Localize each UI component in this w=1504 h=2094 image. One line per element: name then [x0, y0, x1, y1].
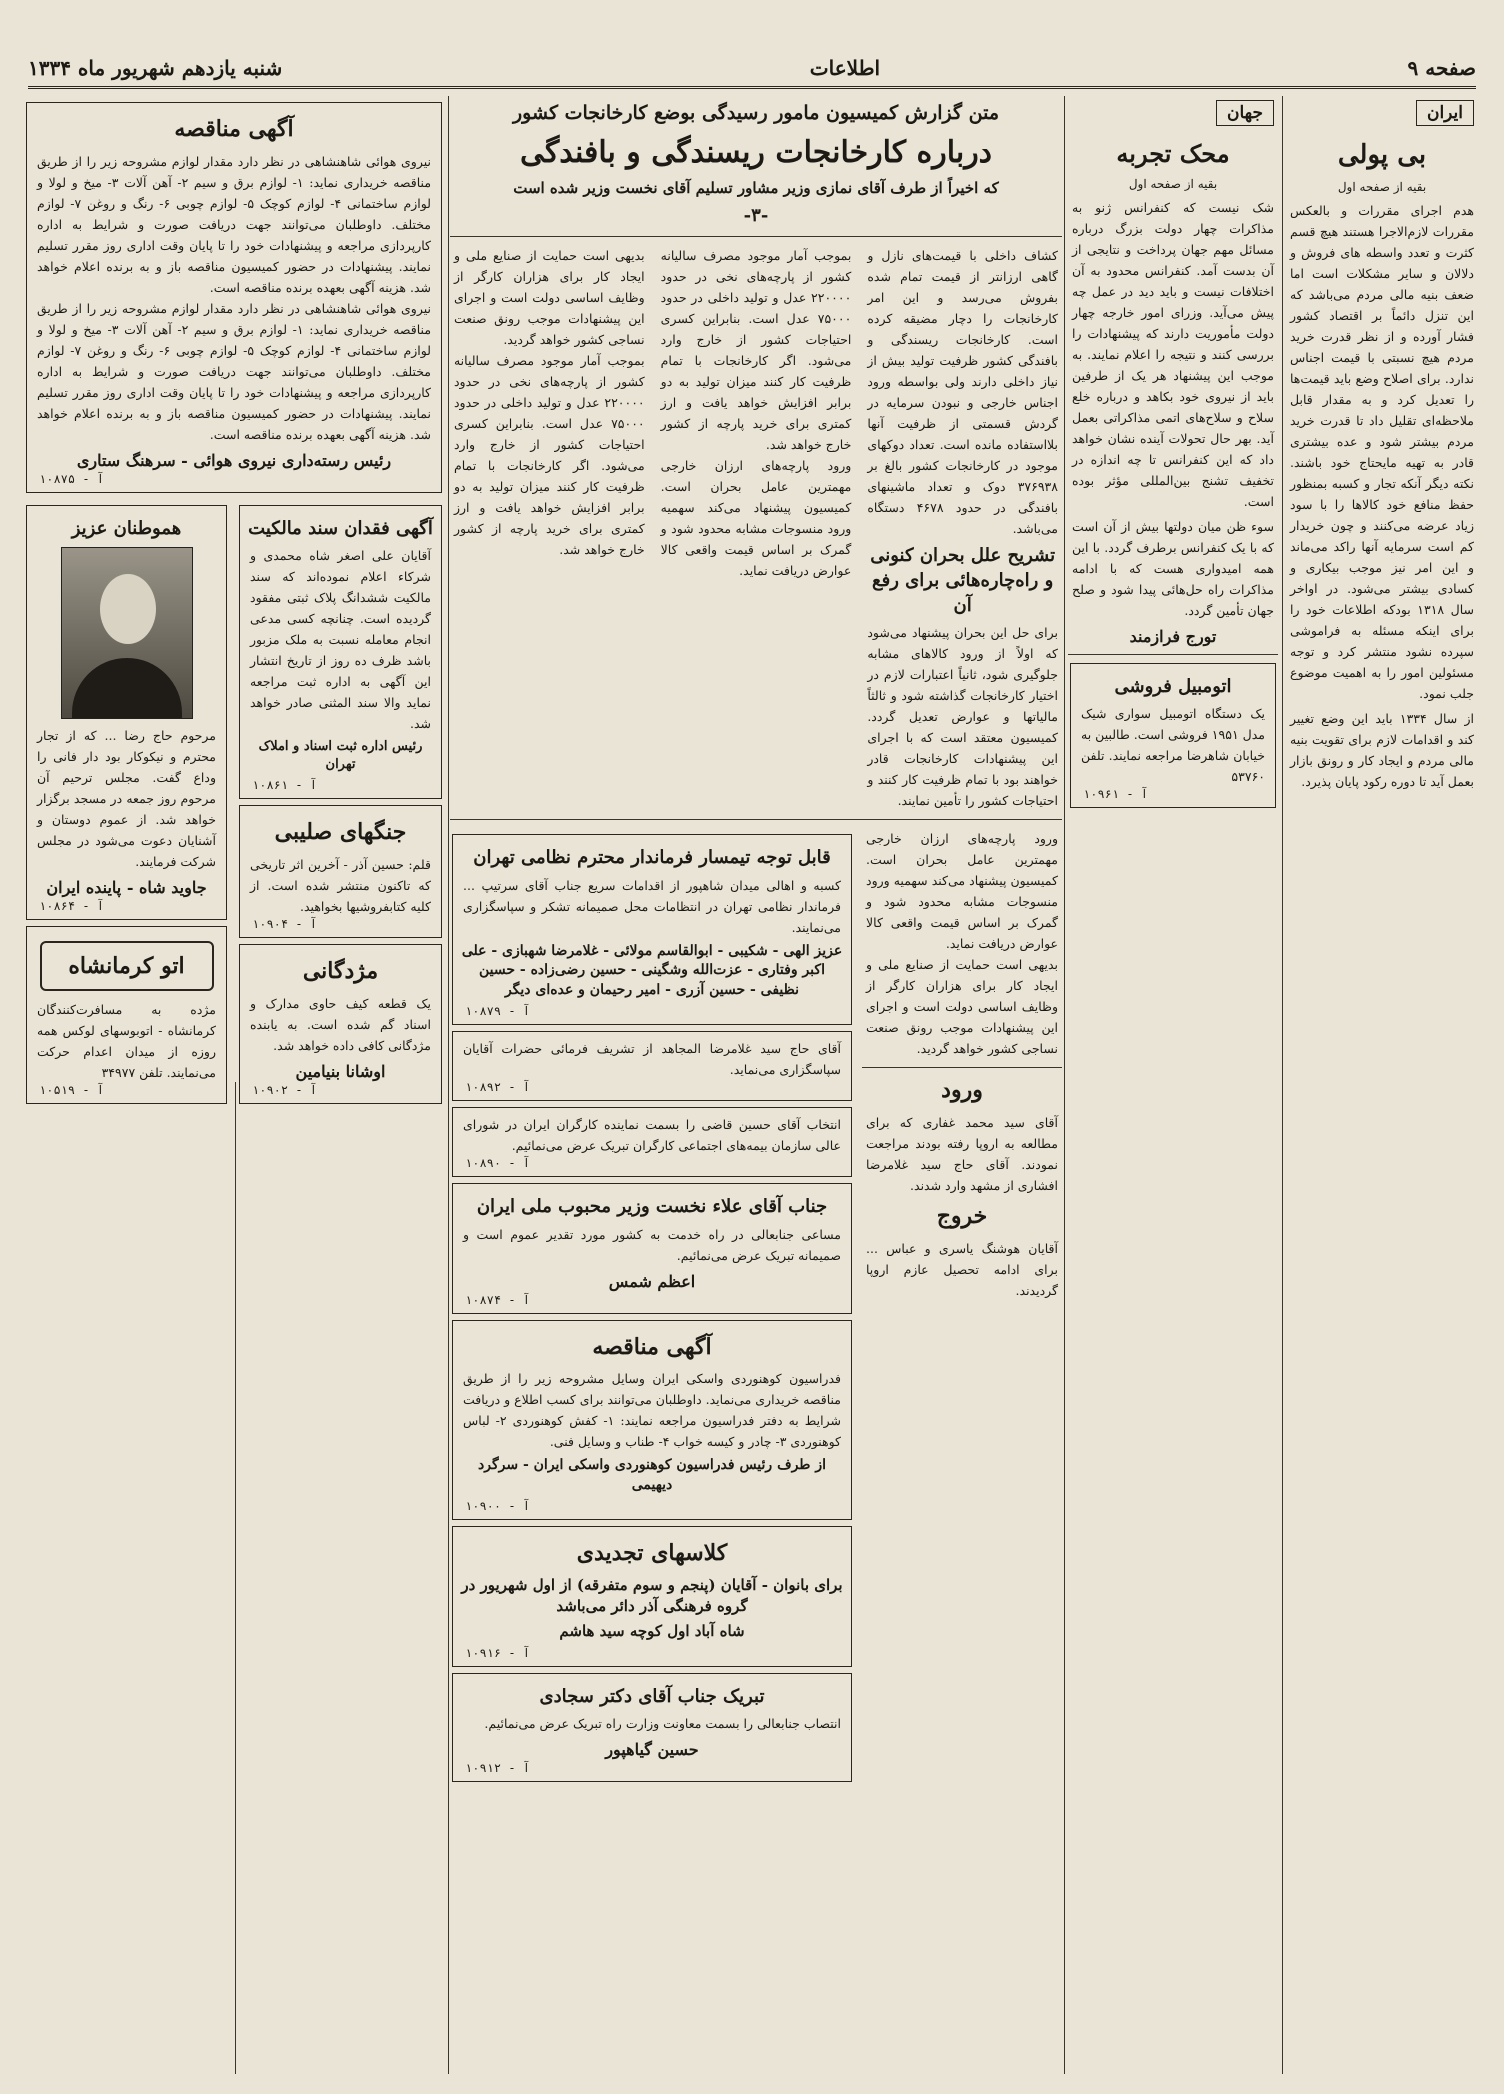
paragraph: کشاف داخلی با قیمت‌های نازل و گاهی ارزانتر از قیمت تمام شده بفروش می‌رسد و این امر کارخانجات را دچار مضیقه کرده است. کارخانجات ریسندگی و بافندگی کشور ظرفیت تولید بیش از نیاز داخلی دارند ولی بواسطه ورود اجناس خارجی و نبودن سرمایه در گردش قسمتی از ظرفیت آنها بلااستفاده مانده است. تعداد دوکهای موجود در کارخانجات کشور بالغ بر ۳۷۶۹۳۸ دوک و تعداد ماشینهای بافندگی در حدود ۴۶۷۸ دستگاه می‌باشد. [867, 247, 1058, 536]
paragraph: هدم اجرای مقررات و بالعکس مقررات لازم‌الاجرا هستند هیچ قسم کثرت و تعدد واسطه های فروش و دلالان و سایر مشکلات است اما ضعف بنیه مالی مردم می‌باشد که این تنزل دائماً بر اقتصاد کشور فشار آورده و از نظر قدرت خرید مردم هیچ نسبتی با قیمت اجناس ندارد. برای اصلاح وضع باید قیمت‌ها را تعدیل کرد و به مقدار قابل ملاحظه‌ای تقلیل داد تا قدرت خرید مردم بیشتر شود و عده بیشتری قادر به تهیه مایحتاج خود باشند. نکته دیگر آنکه تجار و کسبه بمنظور حفظ منافع خود کالاها را با سود زیاد عرضه می‌کنند و چون خریدار کم است سرمایه آنها راکد می‌ماند و این امر نیز موجب بیکاری و کسادی بیشتر می‌شود. در اواخر سال ۱۳۱۸ بودکه اطلاعات خود را برای اینکه مسئله به فراموشی سپرده نشود منتشر کرد و توجه مسئولین امور را به اهمیت موضوع جلب نمود. [1290, 202, 1474, 701]
ad-bus-company [26, 926, 227, 1104]
subhead: که اخیراً از طرف آقای نمازی وزیر مشاور تسلیم آقای نخست وزیر شده است [513, 178, 999, 197]
ad-ref: آ - ۱۰۹۱۲ [465, 1761, 531, 1776]
byline: تورج فرازمند [1129, 627, 1217, 647]
ad-title: مژدگانی [302, 957, 379, 984]
article-title: بی پولی [1337, 140, 1427, 170]
ad-small [452, 1031, 852, 1101]
departures-body: آقایان هوشنگ یاسری و عباس ... برای ادامه تحصیل عازم اروپا گردیدند. [866, 1240, 1058, 1298]
ad-crusades [239, 805, 442, 938]
ad-ref: آ - ۱۰۹۰۲ [252, 1082, 318, 1097]
ad-signature: حسین گیاهپور [605, 1740, 699, 1760]
article-col [657, 245, 856, 812]
ad-ref: آ - ۱۰۸۷۵ [39, 471, 105, 486]
ad-title: اتومبیل فروشی [1114, 676, 1232, 698]
ad-body: انتخاب آقای حسین قاضی را بسمت نماینده کارگران ایران در شورای عالی سازمان بیمه‌های اجتماعی کارگران تبریک عرض می‌نمائیم. [463, 1117, 841, 1154]
ad-signature: رئیس رسته‌داری نیروی هوائی - سرهنگ ستاری [76, 450, 392, 470]
paragraph: شک نیست که کنفرانس ژنو به مذاکرات چهار دولت بزرگ درباره مسائل مهم جهان پرداخت و نتایجی از آن بدست آمد. کنفرانس محدود به آن اختلافات نیست و باید دید در عمل چه پیش می‌آید. وزرای امور خارجه چهار دولت مأموریت دارند که پیشنهادات را بررسی کنند و نتیجه را اعلام نمایند. به موجب این پیشنهاد هر یک از طرفین باید از نیروی خود بکاهد و درباره خلع سلاح و سلاح‌های اتمی مذاکراتی بعمل آید. بهر حال تحولات آینده نشان خواهد داد که این کنفرانس تا چه اندازه در تخفیف تشنج بین‌المللی مؤثر بوده است. [1072, 200, 1274, 510]
continued-note: بقیه از صفحه اول [1128, 177, 1218, 192]
ad-title: آگهی فقدان سند مالکیت [248, 517, 433, 539]
ad-car-sale [1070, 663, 1276, 808]
ad-loss-deed [239, 505, 442, 800]
ad-signature: اوشانا بنیامین [295, 1061, 386, 1081]
column-rule [448, 96, 449, 2074]
ad-ref: آ - ۱۰۹۱۶ [465, 1646, 531, 1661]
issue-date: شنبه یازدهم شهریور ماه ۱۳۳۴ [28, 56, 283, 80]
divider [862, 1067, 1062, 1068]
arrivals-body: آقای سید محمد غفاری که برای مطالعه به اروپا رفته بودند مراجعت نمودند. آقای حاج سید غلامرضا افشاری از مشهد وارد شدند. [866, 1115, 1058, 1194]
ad-tender-center [452, 1320, 852, 1521]
part-number: -۳- [743, 204, 769, 226]
main-article [450, 96, 1062, 1788]
ad-small [452, 1183, 852, 1313]
kicker: متن گزارش کمیسیون مامور رسیدگی بوضع کارخانجات کشور [513, 102, 999, 124]
ad-title: هموطنان عزیز [71, 517, 182, 539]
paragraph: بموجب آمار موجود مصرف سالیانه کشور از پارچه‌های نخی در حدود ۲۲۰۰۰۰ عدل و تولید داخلی در حدود ۷۵۰۰۰ عدل است. بنابراین کسری احتیاجات کشور از خارج وارد می‌شود. اگر کارخانجات با تمام ظرفیت کار کنند میزان تولید به دو برابر افزایش خواهد یافت و ارز کمتری برای خرید پارچه از کشور خارج خواهد شد. [660, 247, 852, 452]
article-body [1286, 200, 1478, 792]
ad-title: قابل توجه تیمسار فرماندار محترم نظامی تهران [473, 847, 831, 869]
ad-body: نیروی هوائی شاهنشاهی در نظر دارد مقدار لوازم مشروحه زیر را از طریق مناقصه خریداری نماید: ۱- لوازم برق و سیم ۲- آهن آلات ۳- میخ و لولا و لوازم ساختمانی ۴- لوازم کوچک ۵- لوازم چوبی ۶- رنگ و روغن ۷- لوازم مختلف. داوطلبان می‌توانند جهت دریافت صورت و شرایط به اداره کارپردازی مراجعه و پیشنهادات خود را تا پایان وقت اداری روز مقرر تسلیم نمایند. پیشنهادات در حضور کمیسیون مناقصه باز و به برنده اعلام خواهد شد. هزینه آگهی بعهده برنده مناقصه است. [37, 300, 432, 442]
ad-ref: آ - ۱۰۹۰۴ [252, 916, 318, 931]
paragraph: سوء ظن میان دولتها بیش از آن است که با یک کنفرانس برطرف گردد. با این همه امیدواری هست که با ادامه مذاکرات راه حل‌هائی پیدا شود و صلح جهان تأمین گردد. [1072, 519, 1274, 619]
ad-title: کلاسهای تجدیدی [576, 1540, 728, 1567]
left-lower-split [24, 499, 444, 1110]
lower-center-right [862, 828, 1062, 1788]
ad-address: شاه آباد اول کوچه سید هاشم [559, 1622, 745, 1641]
ad-body: یک قطعه کیف حاوی مدارک و اسناد گم شده است. به یابنده مژدگانی کافی داده خواهد شد. [250, 995, 431, 1053]
ad-ref: آ - ۱۰۹۰۰ [465, 1499, 531, 1514]
ad-ref: آ - ۱۰۸۶۴ [39, 898, 105, 913]
ad-ref: آ - ۱۰۵۱۹ [39, 1082, 105, 1097]
portrait-head [100, 574, 156, 644]
lower-center-ads [450, 828, 854, 1788]
ad-signature: رئیس اداره ثبت اسناد و املاک تهران [258, 738, 423, 773]
ad-signature: از طرف رئیس فدراسیون کوهنوردی واسکی ایران - سرگرد دیهیمی [478, 1457, 826, 1493]
ad-obituary [26, 505, 227, 920]
ad-body: انتصاب جنابعالی را بسمت معاونت وزارت راه تبریک عرض می‌نمائیم. [484, 1716, 841, 1732]
article-col [450, 245, 649, 812]
article-col [863, 245, 1062, 812]
article-title: محک تجربه [1116, 139, 1230, 168]
ad-small [452, 1107, 852, 1177]
bus-company-logo: اتو کرمانشاه [40, 941, 214, 991]
paper-name: اطلاعات [809, 56, 881, 80]
lower-center [450, 828, 1062, 1788]
ad-ref: آ - ۱۰۸۷۹ [465, 1004, 531, 1019]
ad-body: فدراسیون کوهنوردی واسکی ایران وسایل مشروحه زیر را از طریق مناقصه خریداری می‌نماید. داوطلبان می‌توانند برای کسب اطلاع و دریافت شرایط به دفتر فدراسیون مراجعه نمایند: ۱- کفش کوهنوردی ۲- لباس کوهنوردی ۳- چادر و کیسه خواب ۴- طناب و وسایل فنی. [463, 1371, 841, 1450]
article-subtitle: تشریح علل بحران کنونی و راه‌چاره‌هائی برای رفع آن [870, 544, 1056, 617]
paragraph: بموجب آمار موجود مصرف سالیانه کشور از پارچه‌های نخی در حدود ۲۲۰۰۰۰ عدل و تولید داخلی در حدود ۷۵۰۰۰ عدل است. بنابراین کسری احتیاجات کشور از خارج وارد می‌شود. اگر کارخانجات با تمام ظرفیت کار کنند میزان تولید به دو برابر افزایش خواهد یافت و ارز کمتری برای خرید پارچه از کشور خارج خواهد شد. [453, 352, 645, 557]
ad-signature: اعظم شمس [608, 1271, 696, 1291]
paragraph: از سال ۱۳۳۴ باید این وضع تغییر کند و اقدامات لازم برای تقویت بنیه مالی مردم و ایجاد کار و رونق بازار بعمل آید تا دوره رکود پایان پذیرد. [1290, 710, 1474, 789]
ad-ref: آ - ۱۰۸۷۴ [465, 1292, 531, 1307]
headline: درباره کارخانجات ریسندگی و بافندگی [519, 134, 993, 170]
ad-reward [239, 944, 442, 1104]
ad-body: برای بانوان - آقایان (پنجم و سوم متفرقه) از اول شهریور در گروه فرهنگی آذر دائر می‌باشد [461, 1576, 843, 1616]
ad-tender-air-force [26, 102, 442, 493]
ad-body: مرحوم حاج رضا ... که از تجار محترم و نیکوکار بود دار فانی را وداع گفت. مجلس ترحیم آن مرحوم روز جمعه در مسجد برگزار خواهد شد. از عموم دوستان و آشنایان دعوت می‌شود در مجلس شرکت فرمایند. [37, 727, 216, 869]
article-body [1068, 197, 1278, 621]
column-rule [1064, 96, 1065, 2074]
ad-body: قلم: حسین آذر - آخرین اثر تاریخی که تاکنون منتشر شده است. از کلیه کتابفروشیها بخواهید. [250, 856, 431, 914]
divider [450, 819, 1062, 820]
paragraph: بدیهی است حمایت از صنایع ملی و ایجاد کار برای هزاران کارگر از وظایف اساسی دولت است و اجرای این پیشنهادات موجب رونق صنعت نساجی کشور خواهد گردید. [453, 247, 645, 347]
portrait-shoulders [72, 658, 182, 718]
ad-ref: آ - ۱۰۸۹۰ [465, 1156, 531, 1171]
departures-title: خروج [936, 1203, 988, 1230]
ad-body: نیروی هوائی شاهنشاهی در نظر دارد مقدار لوازم مشروحه زیر را از طریق مناقصه خریداری نماید: ۱- لوازم برق و سیم ۲- آهن آلات ۳- میخ و لولا و لوازم ساختمانی ۴- لوازم کوچک ۵- لوازم چوبی ۶- رنگ و روغن ۷- لوازم مختلف. داوطلبان می‌توانند جهت دریافت صورت و شرایط به اداره کارپردازی مراجعه و پیشنهادات خود را تا پایان وقت اداری روز مقرر تسلیم نمایند. پیشنهادات در حضور کمیسیون مناقصه باز و به برنده اعلام خواهد شد. هزینه آگهی بعهده برنده مناقصه است. [37, 153, 432, 295]
paragraph: ورود پارچه‌های ارزان خارجی مهمترین عامل بحران است. کمیسیون پیشنهاد می‌کند سهمیه ورود منسوجات مشابه محدود شود و گمرک بر اساس قیمت واقعی کالا عوارض دریافت نماید. [866, 831, 1058, 952]
arrivals-title: ورود [941, 1077, 983, 1104]
ad-body: آقایان علی اصغر شاه محمدی و شرکاء اعلام نموده‌اند که سند مالکیت ششدانگ پلاک ثبتی مفقود گردیده است. چنانچه کسی مدعی انجام معامله نسبت به ملک مزبور باشد ظرف ده روز از تاریخ انتشار این آگهی به اداره ثبت مراجعه نماید والا سند المثنی صادر خواهد شد. [250, 547, 431, 731]
ad-body: مژده به مسافرت‌کنندگان کرمانشاه - اتوبوسهای لوکس همه روزه از میدان اعدام حرکت می‌نمایند. تلفن ۳۴۹۷۷ [37, 1001, 216, 1080]
continued-note: بقیه از صفحه اول [1337, 180, 1427, 195]
ad-title: جنگهای صلیبی [274, 819, 407, 846]
ad-title: آگهی مناقصه [592, 1333, 712, 1360]
ad-title: جناب آقای علاء نخست وزیر محبوب ملی ایران [476, 1196, 828, 1218]
ad-names: عزیز الهی - شکیبی - ابوالقاسم مولائی - غلامرضا شهبازی - علی اکبر وفتاری - عزت‌الله وشگینی - حسین رضی‌زاده - حسین نظیفی - حسین آزری - امیر رحیمان و عده‌ای دیگر [461, 942, 843, 998]
portrait-photo [61, 547, 193, 719]
page-number: صفحه ۹ [1407, 56, 1476, 80]
ad-signature: جاوید شاه - پاینده ایران [46, 877, 207, 897]
ad-body: مساعی جنابعالی در راه خدمت به کشور مورد تقدیر عموم است و صمیمانه تبریک عرض می‌نمائیم. [463, 1226, 841, 1263]
left-lower-right [237, 499, 444, 1110]
ad-body: آقای حاج سید غلامرضا المجاهد از تشریف فرمائی حضرات آقایان سپاسگزاری می‌نماید. [463, 1041, 841, 1078]
paragraph: بدیهی است حمایت از صنایع ملی و ایجاد کار برای هزاران کارگر از وظایف اساسی دولت است و اجرای این پیشنهادات موجب رونق صنعت نساجی کشور خواهد گردید. [866, 957, 1058, 1057]
ad-title: آگهی مناقصه [174, 116, 294, 142]
column-world [1068, 96, 1278, 2074]
column-iran [1286, 96, 1478, 2074]
article-columns [450, 245, 1062, 812]
ad-title: تبریک جناب آقای دکتر سجادی [539, 1686, 765, 1708]
ad-body: یک دستگاه اتومبیل سواری شیک مدل ۱۹۵۱ فروشی است. طالبین به خیابان شاهرضا مراجعه نمایند. تلفن ۵۳۷۶۰ [1081, 706, 1265, 785]
paragraph: ورود پارچه‌های ارزان خارجی مهمترین عامل بحران است. کمیسیون پیشنهاد می‌کند سهمیه ورود منسوجات مشابه محدود شود و گمرک بر اساس قیمت واقعی کالا عوارض دریافت نماید. [660, 457, 852, 578]
ad-ref: آ - ۱۰۸۶۱ [252, 778, 318, 793]
column-rule [1282, 96, 1283, 2074]
ad-congrats [452, 1673, 852, 1782]
ad-ref: آ - ۱۰۸۹۲ [465, 1080, 531, 1095]
divider [1068, 654, 1278, 655]
ad-classes [452, 1526, 852, 1667]
section-tag-iran: ایران [1416, 100, 1474, 126]
paragraph: برای حل این بحران پیشنهاد می‌شود که اولاً از ورود کالاهای مشابه جلوگیری شود، ثانیاً اعتبارات لازم در اختیار کارخانجات گذاشته شود و ثالثاً مالیاتها و عوارض تعدیل گردد. کمیسیون معتقد است که با اجرای این پیشنهادات کارخانجات قادر خواهند بود با تمام ظرفیت کار کنند و احتیاجات کشور را تأمین نمایند. [867, 625, 1058, 809]
masthead [28, 50, 1476, 89]
divider [450, 236, 1062, 237]
column-ads-left [24, 96, 444, 2074]
ad-thanks [452, 834, 852, 1025]
section-tag-world: جهان [1216, 100, 1274, 126]
ad-body: کسبه و اهالی میدان شاهپور از اقدامات سریع جناب آقای سرتیپ ... فرماندار نظامی تهران در انتظامات محل صمیمانه تشکر و سپاسگزاری می‌نمایند. [463, 877, 841, 935]
left-lower-left [24, 499, 229, 1110]
ad-ref: آ - ۱۰۹۶۱ [1083, 787, 1149, 802]
